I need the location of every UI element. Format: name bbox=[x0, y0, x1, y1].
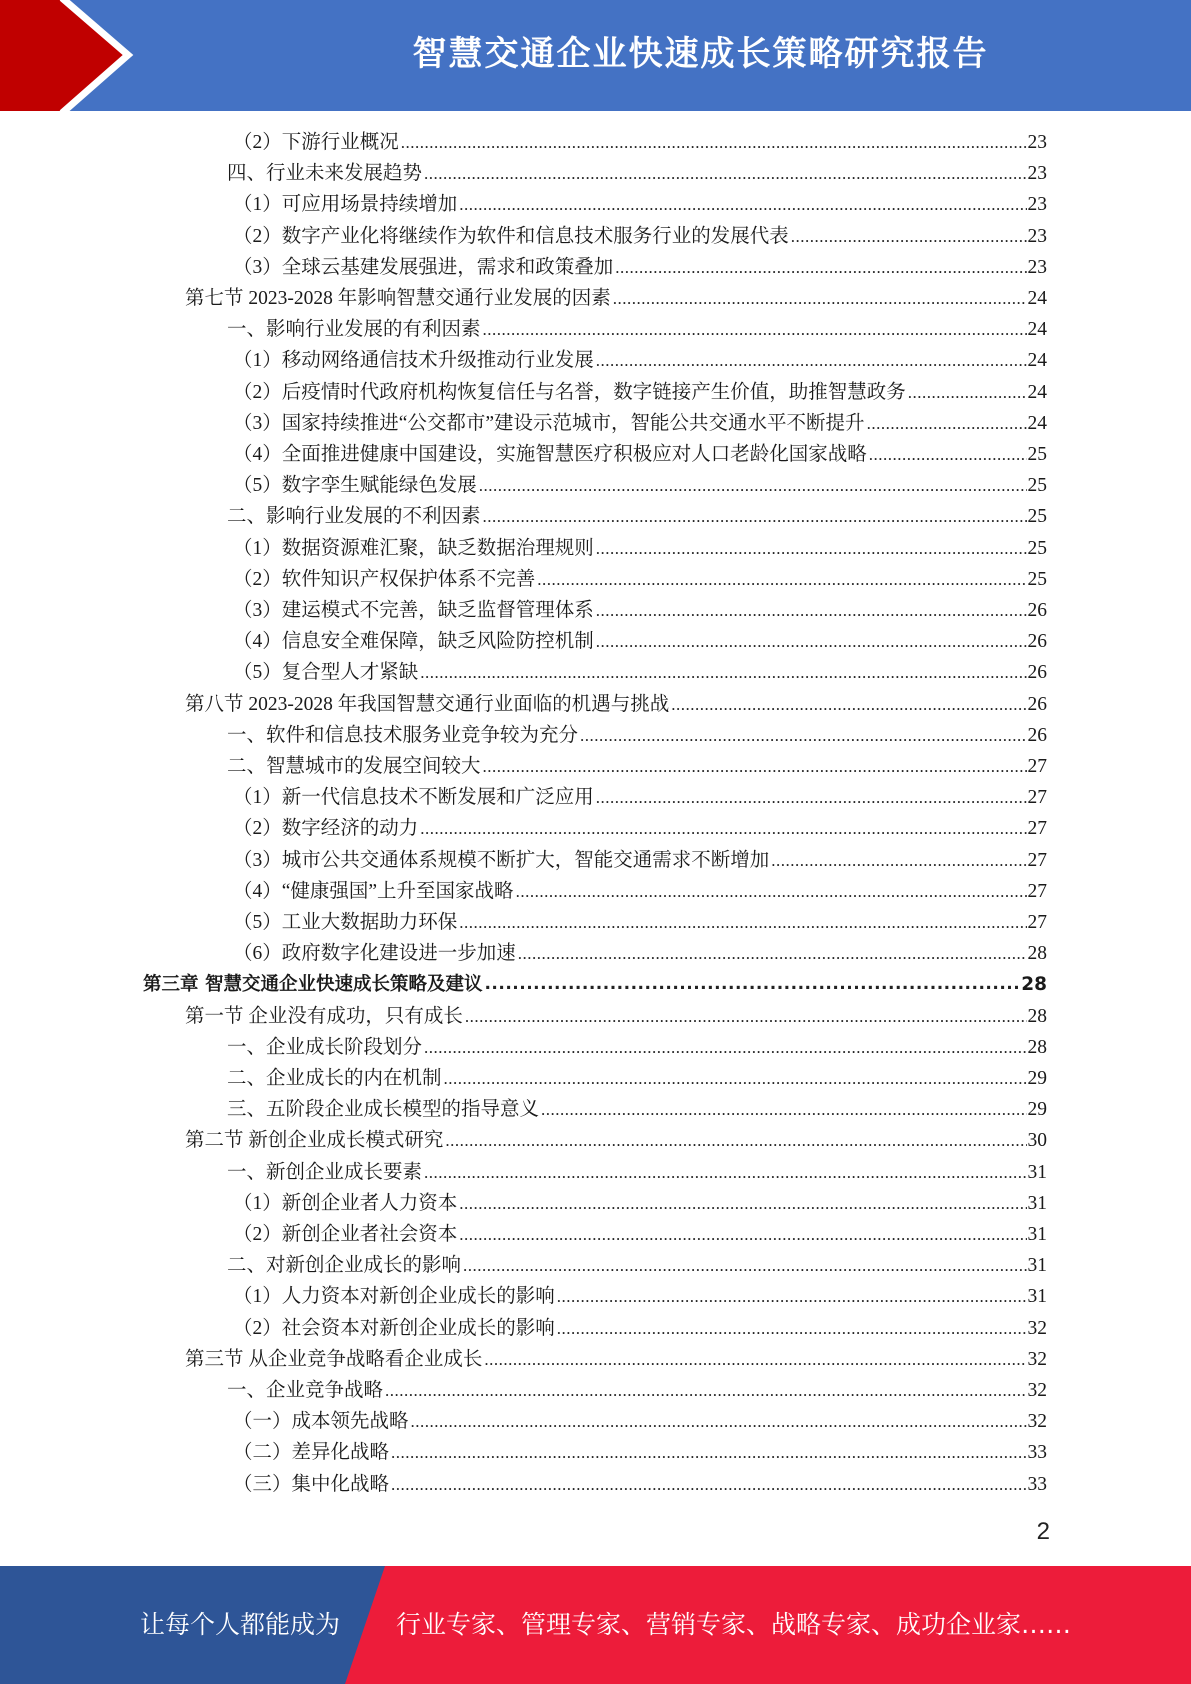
toc-entry-page: 32 bbox=[1027, 1380, 1047, 1401]
toc-entry[interactable] bbox=[233, 1219, 1047, 1250]
toc-entry-page: 26 bbox=[1027, 693, 1047, 715]
toc-entry-page: 31 bbox=[1027, 1255, 1047, 1277]
page-header bbox=[0, 0, 1191, 111]
toc-dot-leader bbox=[594, 345, 1027, 376]
toc-entry-page: 32 bbox=[1027, 1317, 1047, 1339]
toc-entry-page: 31 bbox=[1027, 1224, 1047, 1245]
toc-entry-page: 27 bbox=[1027, 756, 1047, 777]
toc-entry-title: （4）全面推进健康中国建设，实施智慧医疗积极应对人口老龄化国家战略 bbox=[233, 444, 867, 465]
toc-entry-page: 28 bbox=[1027, 1005, 1047, 1027]
toc-entry[interactable] bbox=[185, 1344, 1047, 1375]
toc-entry-title: （5）复合型人才紧缺 bbox=[233, 662, 419, 684]
toc-entry-page: 29 bbox=[1027, 1068, 1047, 1089]
toc-entry-title: 四、行业未来发展趋势 bbox=[227, 163, 423, 185]
toc-entry-page: 30 bbox=[1027, 1130, 1047, 1152]
toc-entry[interactable] bbox=[233, 345, 1047, 376]
toc-entry-page: 27 bbox=[1027, 880, 1047, 902]
toc-entry[interactable] bbox=[227, 720, 1047, 751]
header-red-shape bbox=[0, 0, 125, 111]
toc-entry-page: 25 bbox=[1027, 444, 1047, 465]
toc-entry[interactable] bbox=[185, 1125, 1047, 1156]
toc-dot-leader bbox=[611, 283, 1027, 314]
toc-entry[interactable] bbox=[227, 158, 1047, 189]
toc-dot-leader bbox=[389, 1469, 1026, 1500]
toc-entry-page: 28 bbox=[1021, 974, 1047, 996]
toc-entry[interactable] bbox=[233, 1437, 1047, 1468]
toc-entry[interactable] bbox=[233, 845, 1047, 876]
toc-entry-page: 27 bbox=[1027, 818, 1047, 840]
toc-entry[interactable] bbox=[233, 1313, 1047, 1344]
toc-dot-leader bbox=[477, 470, 1027, 501]
toc-entry-title: （2）新创企业者社会资本 bbox=[233, 1224, 458, 1245]
toc-entry-title: 一、企业成长阶段划分 bbox=[227, 1036, 423, 1058]
toc-dot-leader bbox=[594, 533, 1027, 564]
toc-entry-title: 第八节 2023-2028 年我国智慧交通行业面临的机遇与挑战 bbox=[185, 693, 670, 715]
toc-entry[interactable] bbox=[233, 127, 1047, 158]
toc-dot-leader bbox=[422, 1157, 1026, 1188]
toc-entry[interactable] bbox=[233, 408, 1047, 439]
toc-dot-leader bbox=[535, 564, 1026, 595]
toc-entry-page: 27 bbox=[1027, 787, 1047, 809]
toc-dot-leader bbox=[555, 1313, 1027, 1344]
toc-entry[interactable] bbox=[233, 1281, 1047, 1312]
toc-entry[interactable] bbox=[227, 1157, 1047, 1188]
toc-entry[interactable] bbox=[185, 1001, 1047, 1032]
toc-dot-leader bbox=[422, 1032, 1026, 1063]
toc-dot-leader bbox=[418, 657, 1026, 688]
toc-entry-title: （3）建运模式不完善，缺乏监督管理体系 bbox=[233, 600, 594, 621]
toc-entry-page: 29 bbox=[1027, 1099, 1047, 1121]
toc-entry-page: 33 bbox=[1027, 1442, 1047, 1464]
toc-dot-leader bbox=[514, 876, 1027, 907]
toc-entry-title: 一、影响行业发展的有利因素 bbox=[227, 319, 481, 341]
toc-dot-leader bbox=[463, 1001, 1027, 1032]
toc-entry-title: 三、五阶段企业成长模型的指导意义 bbox=[227, 1099, 540, 1121]
toc-entry-title: 一、新创企业成长要素 bbox=[227, 1161, 423, 1183]
toc-entry-title: （2）数字经济的动力 bbox=[233, 818, 419, 840]
toc-dot-leader bbox=[578, 720, 1026, 751]
toc-entry[interactable] bbox=[233, 782, 1047, 813]
toc-dot-leader bbox=[481, 751, 1027, 782]
toc-entry[interactable] bbox=[185, 283, 1047, 314]
toc-entry[interactable] bbox=[233, 564, 1047, 595]
toc-entry-title: 第三章 智慧交通企业快速成长策略及建议 bbox=[143, 974, 483, 996]
toc-dot-leader bbox=[482, 969, 1020, 1000]
toc-dot-leader bbox=[457, 1219, 1026, 1250]
toc-entry-page: 24 bbox=[1027, 381, 1047, 403]
toc-entry-page: 26 bbox=[1027, 724, 1047, 746]
toc-entry[interactable] bbox=[233, 377, 1047, 408]
toc-entry-title: 一、软件和信息技术服务业竞争较为充分 bbox=[227, 724, 579, 746]
toc-entry-title: 第七节 2023-2028 年影响智慧交通行业发展的因素 bbox=[185, 288, 611, 309]
toc-dot-leader bbox=[442, 1063, 1027, 1094]
toc-entry[interactable] bbox=[227, 1250, 1047, 1281]
toc-dot-leader bbox=[383, 1375, 1026, 1406]
report-title: 智慧交通企业快速成长策略研究报告 bbox=[412, 34, 989, 74]
toc-entry-title: 二、企业成长的内在机制 bbox=[227, 1068, 442, 1089]
page-number: 2 bbox=[1036, 1518, 1050, 1545]
toc-dot-leader bbox=[906, 377, 1027, 408]
toc-entry-page: 24 bbox=[1027, 350, 1047, 372]
toc-entry-page: 27 bbox=[1027, 849, 1047, 871]
toc-entry-page: 26 bbox=[1027, 600, 1047, 621]
toc-entry-title: （二）差异化战略 bbox=[233, 1442, 390, 1464]
toc-entry[interactable] bbox=[227, 1375, 1047, 1406]
toc-dot-leader bbox=[418, 813, 1026, 844]
toc-entry-page: 23 bbox=[1027, 163, 1047, 185]
toc-entry-page: 25 bbox=[1027, 537, 1047, 559]
toc-entry[interactable] bbox=[227, 751, 1047, 782]
toc-dot-leader bbox=[409, 1406, 1027, 1437]
toc-dot-leader bbox=[457, 907, 1026, 938]
toc-entry[interactable] bbox=[233, 813, 1047, 844]
toc-entry-title: 第三节 从企业竞争战略看企业成长 bbox=[185, 1348, 483, 1370]
toc-entry[interactable] bbox=[233, 1406, 1047, 1437]
toc-entry-title: （3）城市公共交通体系规模不断扩大，智能交通需求不断增加 bbox=[233, 849, 770, 871]
toc-entry-page: 33 bbox=[1027, 1473, 1047, 1495]
toc-dot-leader bbox=[443, 1125, 1026, 1156]
toc-dot-leader bbox=[769, 845, 1026, 876]
toc-entry-title: （三）集中化战略 bbox=[233, 1473, 390, 1495]
toc-dot-leader bbox=[594, 595, 1027, 626]
toc-dot-leader bbox=[613, 252, 1026, 283]
toc-entry-title: 二、智慧城市的发展空间较大 bbox=[227, 756, 481, 777]
toc-dot-leader bbox=[481, 314, 1027, 345]
toc-entry[interactable] bbox=[233, 439, 1047, 470]
toc-entry-page: 32 bbox=[1027, 1411, 1047, 1433]
footer-slogan-right: 行业专家、管理专家、营销专家、战略专家、成功企业家…… bbox=[396, 1610, 1072, 1639]
toc-entry-title: （5）数字孪生赋能绿色发展 bbox=[233, 475, 477, 497]
toc-entry-page: 32 bbox=[1027, 1348, 1047, 1370]
page-footer bbox=[0, 1566, 1191, 1684]
toc-dot-leader bbox=[516, 938, 1027, 969]
toc-entry-title: （1）新一代信息技术不断发展和广泛应用 bbox=[233, 787, 594, 809]
toc-entry-title: （一）成本领先战略 bbox=[233, 1411, 409, 1433]
toc-entry-title: 一、企业竞争战略 bbox=[227, 1380, 384, 1401]
toc-entry-page: 27 bbox=[1027, 912, 1047, 933]
toc-entry-title: （1）移动网络通信技术升级推动行业发展 bbox=[233, 350, 594, 372]
toc-entry-page: 25 bbox=[1027, 568, 1047, 590]
toc-entry-title: （2）后疫情时代政府机构恢复信任与名誉，数字链接产生价值，助推智慧政务 bbox=[233, 381, 906, 403]
toc-entry[interactable] bbox=[233, 252, 1047, 283]
toc-dot-leader bbox=[555, 1281, 1027, 1312]
toc-entry[interactable] bbox=[233, 189, 1047, 220]
toc-entry-title: （3）全球云基建发展强进，需求和政策叠加 bbox=[233, 256, 614, 278]
toc-entry-page: 23 bbox=[1027, 256, 1047, 278]
toc-entry-title: （1）新创企业者人力资本 bbox=[233, 1192, 458, 1214]
toc-entry[interactable] bbox=[233, 938, 1047, 969]
toc-entry-page: 26 bbox=[1027, 631, 1047, 653]
toc-dot-leader bbox=[594, 782, 1027, 813]
toc-entry-title: （4）信息安全难保障，缺乏风险防控机制 bbox=[233, 631, 594, 653]
toc-entry-page: 31 bbox=[1027, 1192, 1047, 1214]
toc-entry[interactable] bbox=[227, 1094, 1047, 1125]
toc-entry-title: （1）可应用场景持续增加 bbox=[233, 194, 458, 216]
toc-dot-leader bbox=[461, 1250, 1026, 1281]
toc-entry-title: （5）工业大数据助力环保 bbox=[233, 912, 458, 933]
footer-slogan-left: 让每个人都能成为 bbox=[140, 1610, 341, 1639]
toc-entry-title: （1）人力资本对新创企业成长的影响 bbox=[233, 1286, 555, 1308]
toc-entry[interactable] bbox=[227, 1032, 1047, 1063]
toc-dot-leader bbox=[539, 1094, 1026, 1125]
toc-entry-page: 23 bbox=[1027, 194, 1047, 216]
toc-entry-page: 24 bbox=[1027, 288, 1047, 309]
toc-dot-leader bbox=[669, 689, 1026, 720]
toc-entry-page: 31 bbox=[1027, 1161, 1047, 1183]
toc-entry[interactable] bbox=[233, 470, 1047, 501]
toc-entry-title: （1）数据资源难汇聚，缺乏数据治理规则 bbox=[233, 537, 594, 559]
toc-entry-title: （2）社会资本对新创企业成长的影响 bbox=[233, 1317, 555, 1339]
toc-entry[interactable] bbox=[233, 1188, 1047, 1219]
toc-entry-page: 23 bbox=[1027, 225, 1047, 247]
toc-dot-leader bbox=[422, 158, 1026, 189]
toc-dot-leader bbox=[865, 408, 1027, 439]
toc-entry-title: （3）国家持续推进“公交都市”建设示范城市，智能公共交通水平不断提升 bbox=[233, 412, 865, 434]
toc-entry-page: 25 bbox=[1027, 475, 1047, 497]
toc-entry[interactable] bbox=[227, 1063, 1047, 1094]
toc-entry[interactable] bbox=[227, 314, 1047, 345]
toc-dot-leader bbox=[389, 1437, 1026, 1468]
toc-dot-leader bbox=[399, 127, 1027, 158]
toc-dot-leader bbox=[481, 501, 1027, 532]
toc-entry-page: 31 bbox=[1027, 1286, 1047, 1308]
toc-entry[interactable] bbox=[233, 657, 1047, 688]
toc-entry-page: 24 bbox=[1027, 412, 1047, 434]
toc-entry-page: 28 bbox=[1027, 1036, 1047, 1058]
toc-dot-leader bbox=[482, 1344, 1026, 1375]
toc-dot-leader bbox=[594, 626, 1027, 657]
toc-entry-title: 第一节 企业没有成功，只有成长 bbox=[185, 1005, 463, 1027]
toc-entry[interactable] bbox=[233, 533, 1047, 564]
toc-dot-leader bbox=[789, 221, 1027, 252]
toc-dot-leader bbox=[457, 1188, 1026, 1219]
toc-entry-title: 二、影响行业发展的不利因素 bbox=[227, 506, 481, 528]
toc-entry[interactable] bbox=[233, 595, 1047, 626]
toc-entry-title: 第二节 新创企业成长模式研究 bbox=[185, 1130, 444, 1152]
toc-entry[interactable] bbox=[233, 221, 1047, 252]
toc-dot-leader bbox=[867, 439, 1027, 470]
toc-entry[interactable] bbox=[233, 626, 1047, 657]
toc-entry-page: 26 bbox=[1027, 662, 1047, 684]
toc-entry-title: （6）政府数字化建设进一步加速 bbox=[233, 943, 516, 965]
toc-entry[interactable] bbox=[233, 1469, 1047, 1500]
toc-entry-page: 25 bbox=[1027, 506, 1047, 528]
toc-entry[interactable] bbox=[227, 501, 1047, 532]
toc-entry[interactable] bbox=[185, 689, 1047, 720]
toc-entry-page: 28 bbox=[1027, 943, 1047, 965]
toc-entry-title: （2）下游行业概况 bbox=[233, 132, 399, 153]
toc-entry-page: 24 bbox=[1027, 319, 1047, 341]
toc-entry[interactable] bbox=[233, 907, 1047, 938]
toc-entry-title: （4）“健康强国”上升至国家战略 bbox=[233, 880, 514, 902]
toc-entry[interactable] bbox=[143, 969, 1047, 1000]
toc-entry-title: 二、对新创企业成长的影响 bbox=[227, 1255, 462, 1277]
toc-dot-leader bbox=[457, 189, 1026, 220]
toc-entry[interactable] bbox=[233, 876, 1047, 907]
toc-entry-title: （2）软件知识产权保护体系不完善 bbox=[233, 568, 536, 590]
toc-entry-title: （2）数字产业化将继续作为软件和信息技术服务行业的发展代表 bbox=[233, 225, 789, 247]
toc-entry-page: 23 bbox=[1027, 132, 1047, 153]
